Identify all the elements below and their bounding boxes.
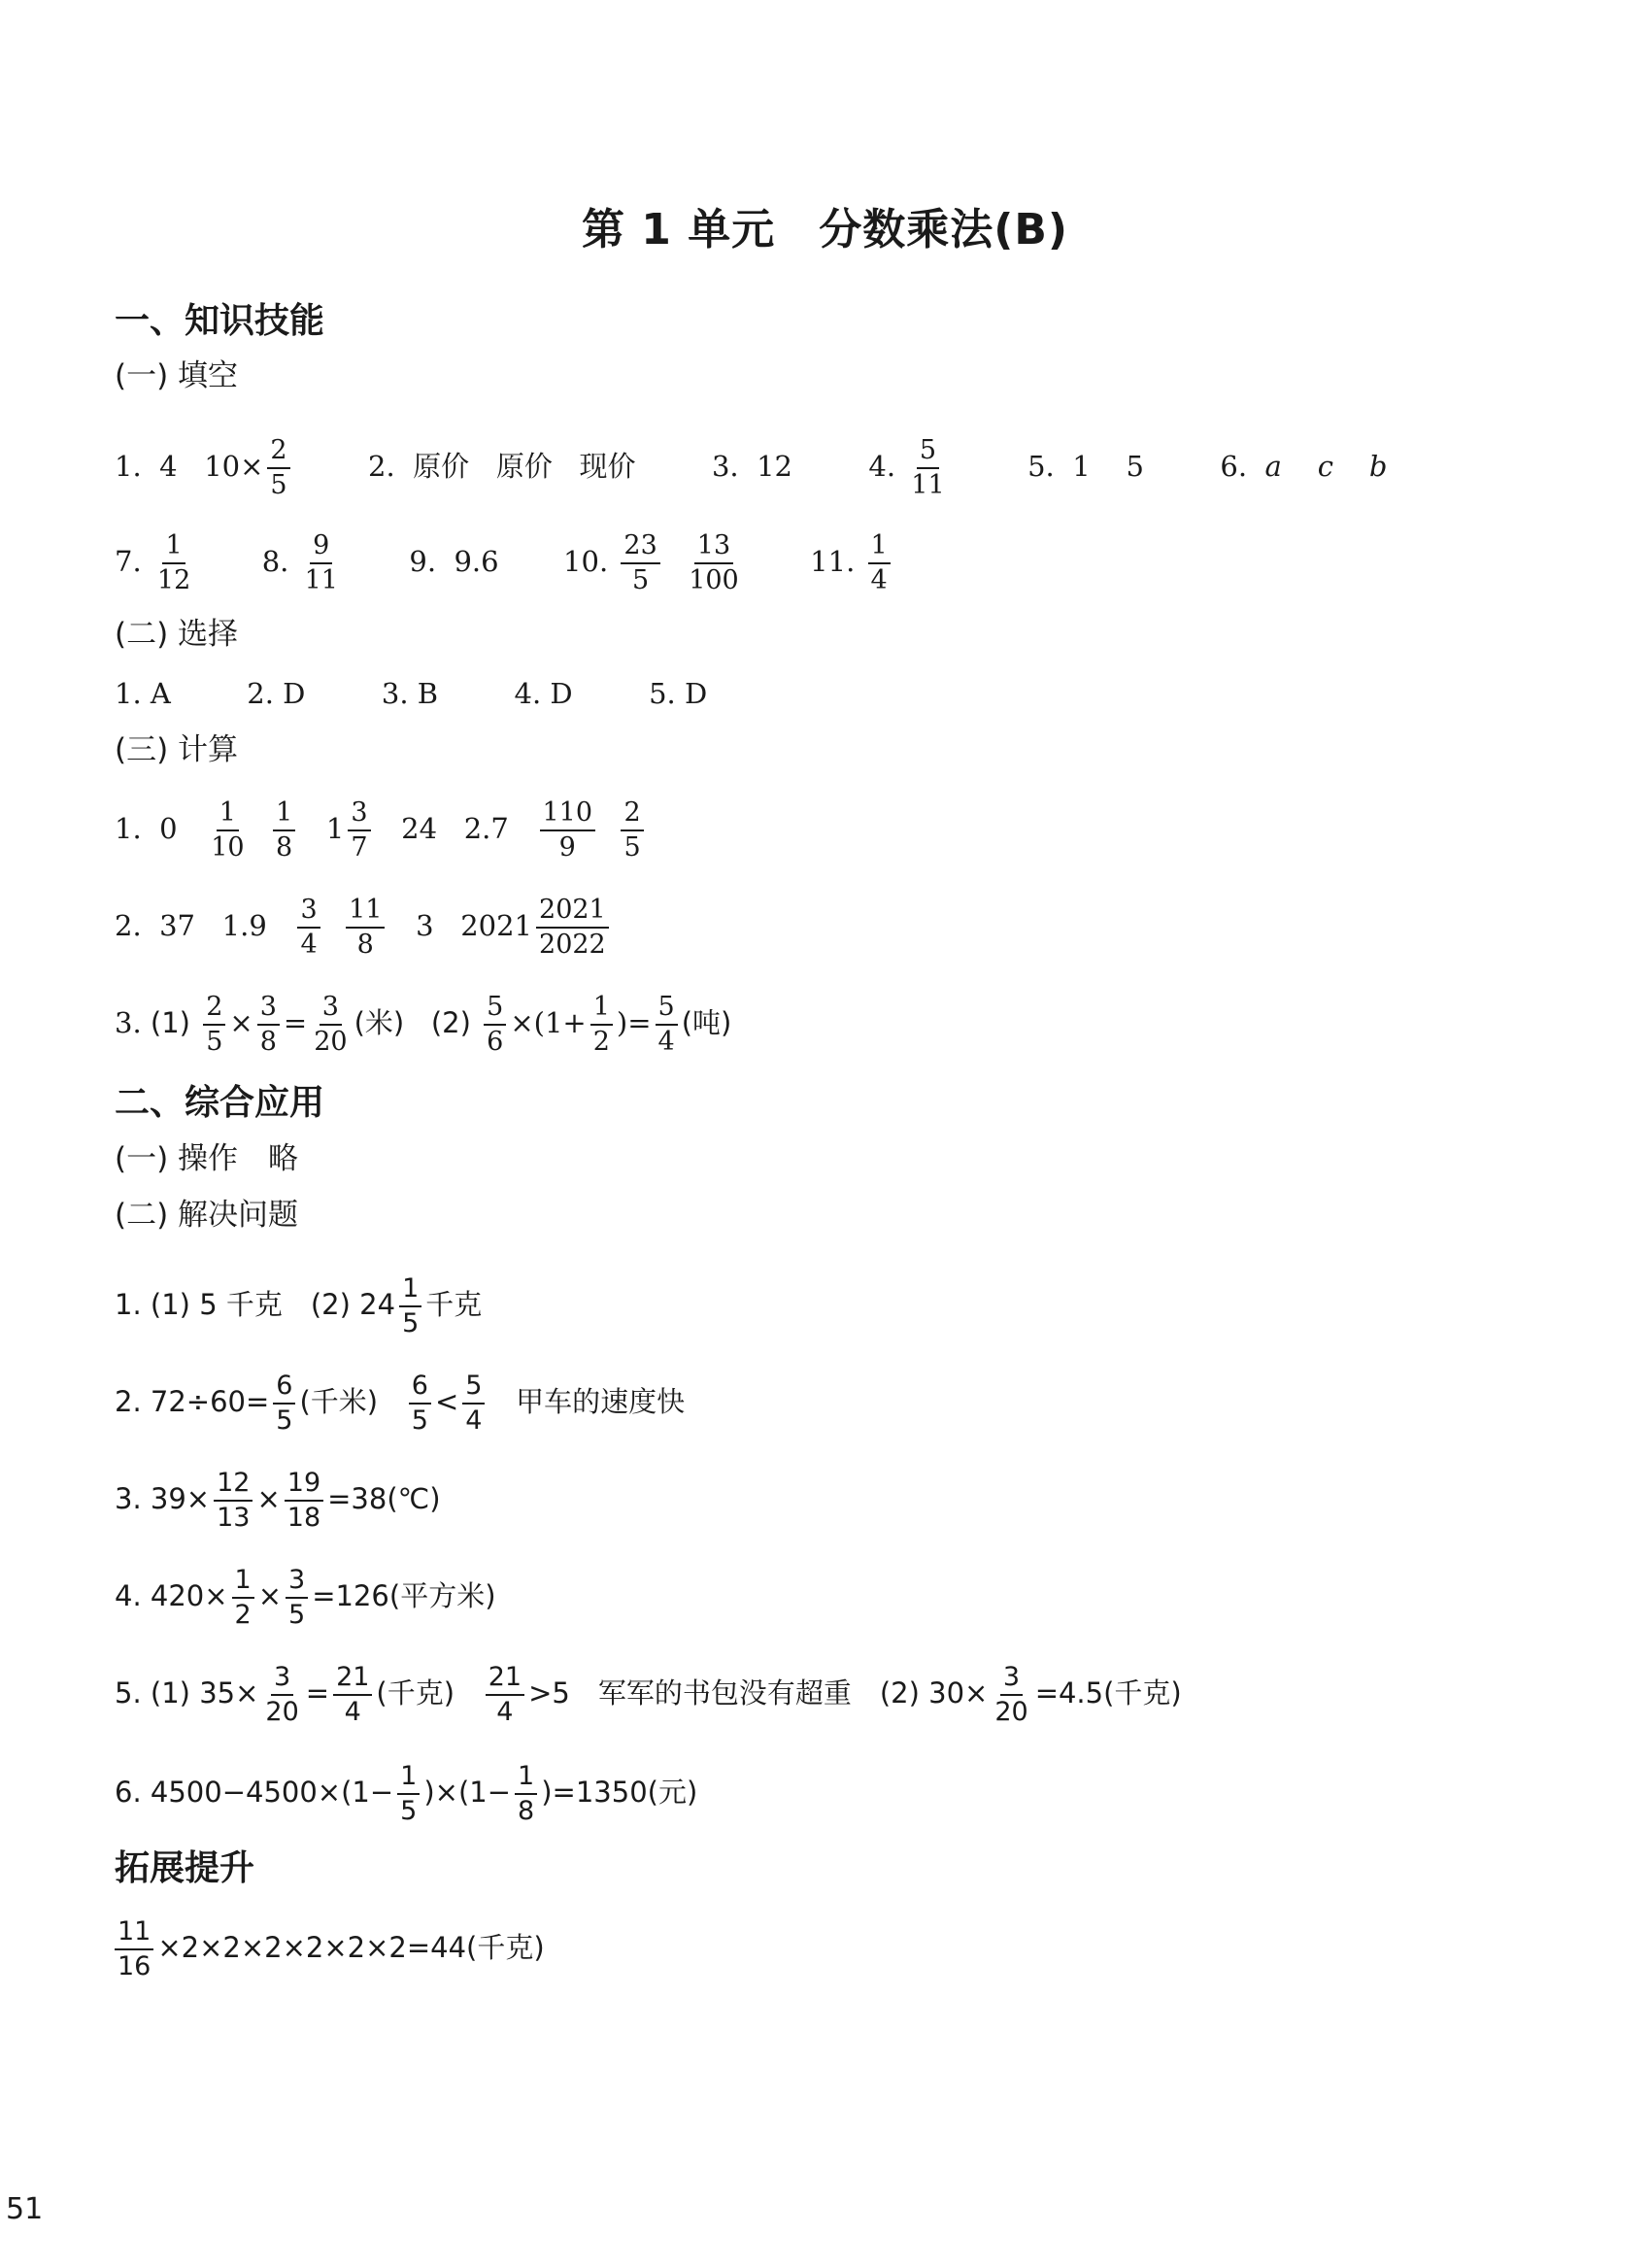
- answer-text: 20: [314, 1026, 348, 1057]
- fraction: [346, 894, 385, 962]
- fill-q3: [712, 450, 792, 483]
- answer-text: 8: [518, 1795, 535, 1826]
- answer-text: 原价: [413, 449, 470, 483]
- answer-text: 1.: [115, 1287, 142, 1321]
- answer-text: ×2×2×2×2×2×2=44(千克): [157, 1930, 545, 1964]
- app-answer-6: [115, 1760, 697, 1828]
- answer-text: 10: [211, 831, 245, 863]
- answer-text: 12: [757, 449, 792, 483]
- answer-text: (千米): [299, 1384, 379, 1418]
- answer-text: 5: [656, 991, 678, 1026]
- app-answer-1: [115, 1272, 482, 1340]
- answer-text: 3.: [711, 449, 739, 483]
- answer-text: =38(℃): [327, 1481, 441, 1515]
- fraction: [397, 1760, 420, 1828]
- answer-text: 8: [356, 929, 374, 960]
- answer-text: 4.: [115, 1578, 142, 1612]
- fraction: [486, 1661, 524, 1729]
- answer-text: 3: [320, 991, 342, 1026]
- choice-item: [515, 677, 573, 710]
- answer-text: 11: [304, 564, 338, 595]
- answer-text: 2.: [368, 449, 395, 483]
- fraction: [286, 1564, 308, 1632]
- answer-text: 12: [156, 564, 191, 595]
- answer-text: >5 军军的书包没有超重 (2) 30×: [528, 1676, 989, 1709]
- fraction: [262, 1661, 301, 1729]
- answer-text: 6: [273, 1370, 295, 1405]
- fraction: [311, 991, 350, 1059]
- answer-text: 3: [416, 908, 434, 942]
- answer-text: 4: [465, 1405, 483, 1436]
- fraction: [462, 1370, 485, 1438]
- fraction: [333, 1661, 372, 1729]
- answer-text: 1: [162, 529, 185, 564]
- app-answer-2: [115, 1370, 685, 1438]
- answer-text: 3.: [115, 1005, 142, 1039]
- subheading-choice: (二) 选择: [115, 617, 239, 652]
- fill-q2: [368, 450, 645, 483]
- fraction: [273, 796, 295, 864]
- answer-text: 5: [276, 1405, 293, 1436]
- answer-text: 8: [276, 831, 293, 863]
- answer-text: 7.: [115, 544, 142, 578]
- section-heading-extension: 拓展提升: [115, 1848, 255, 1888]
- subheading-fill-blank: (一) 填空: [115, 358, 239, 393]
- fill-q8: [261, 530, 345, 595]
- answer-text: 6.: [1220, 449, 1248, 483]
- fraction: [297, 894, 320, 962]
- answer-text: (1) 5 千克 (2) 24: [150, 1287, 396, 1321]
- answer-text: 11.: [810, 544, 856, 578]
- answer-text: 7: [351, 831, 368, 863]
- answer-text: 4: [870, 564, 888, 595]
- answer-text: 13: [694, 529, 733, 564]
- answer-text: 4: [159, 449, 178, 483]
- answer-text: 4: [496, 1696, 514, 1727]
- section-heading-application: 二、综合应用: [115, 1083, 325, 1123]
- app-answer-3: [115, 1467, 441, 1535]
- fraction: [686, 529, 742, 597]
- answer-text: ×: [257, 1578, 283, 1612]
- answer-text: 3: [297, 894, 320, 929]
- fraction: [285, 1467, 323, 1535]
- answer-text: 110: [540, 796, 596, 831]
- answer-text: 3.: [381, 677, 409, 710]
- answer-text: 现价: [579, 449, 636, 483]
- answer-text: 2: [234, 1599, 252, 1630]
- answer-text: 5: [631, 564, 650, 595]
- fill-q10: [563, 530, 746, 595]
- extension-answer: [111, 1915, 545, 1983]
- answer-text: 1.: [115, 449, 142, 483]
- answer-text: 24: [401, 811, 438, 845]
- answer-text: =126(平方米): [312, 1578, 496, 1612]
- answer-text: 1: [399, 1272, 421, 1307]
- answer-text: 5.: [1027, 449, 1055, 483]
- answer-text: 9.6: [454, 544, 499, 578]
- fraction: [208, 796, 247, 864]
- page-title: 第 1 单元 分数乘法(B): [581, 205, 1068, 254]
- fraction: [621, 529, 659, 597]
- answer-text: 1: [232, 1564, 254, 1599]
- fill-q4: [868, 435, 951, 500]
- answer-text: 5: [402, 1307, 420, 1338]
- fill-q7: [115, 530, 197, 595]
- answer-text: )×(1−: [423, 1775, 512, 1809]
- fill-q6: [1220, 450, 1387, 483]
- answer-text: =: [305, 1676, 330, 1709]
- answer-text: B: [417, 677, 439, 710]
- answer-text: =: [283, 1005, 308, 1039]
- answer-text: 1: [325, 811, 345, 845]
- fraction: [203, 991, 225, 1059]
- fraction: [115, 1915, 153, 1983]
- answer-text: D: [685, 677, 708, 710]
- fill-q11: [810, 530, 894, 595]
- calc-row-2: [115, 894, 613, 962]
- answer-text: c: [1317, 449, 1333, 483]
- answer-text: (吨): [681, 1005, 732, 1039]
- answer-text: 5: [623, 831, 641, 863]
- answer-text: 3: [257, 991, 280, 1026]
- fraction: [908, 434, 947, 502]
- choice-item: [247, 677, 305, 710]
- answer-text: 2: [592, 1026, 610, 1057]
- answer-text: 2.: [115, 908, 142, 942]
- answer-text: 1: [868, 529, 891, 564]
- answer-text: 4: [344, 1696, 361, 1727]
- fill-q1: [115, 435, 303, 500]
- fraction: [232, 1564, 254, 1632]
- answer-text: (1): [150, 1005, 190, 1039]
- fraction: [590, 991, 613, 1059]
- answer-text: 11: [911, 469, 945, 500]
- choice-row: [115, 677, 708, 710]
- answer-text: 1: [515, 1760, 537, 1795]
- answer-text: 甲车的速度快: [516, 1384, 686, 1418]
- fill-row-2: [115, 529, 894, 597]
- answer-text: 2: [267, 434, 289, 469]
- answer-text: 4: [657, 1026, 675, 1057]
- answer-text: 1: [397, 1760, 420, 1795]
- answer-text: 4: [300, 929, 318, 960]
- fill-row-1: [115, 434, 1387, 502]
- answer-text: 1.: [115, 811, 142, 845]
- answer-text: 1.9: [221, 908, 267, 942]
- fraction: [214, 1467, 253, 1535]
- answer-text: a: [1264, 449, 1282, 483]
- answer-text: 5: [288, 1599, 306, 1630]
- fraction: [868, 529, 891, 597]
- fraction: [656, 991, 678, 1059]
- app-answer-4: [115, 1564, 496, 1632]
- choice-item: [382, 677, 438, 710]
- answer-text: 4.: [868, 449, 896, 483]
- fraction: [992, 1661, 1030, 1729]
- answer-text: ×: [229, 1005, 253, 1039]
- fraction: [267, 434, 289, 502]
- fraction: [273, 1370, 295, 1438]
- answer-text: 5: [917, 434, 939, 469]
- fraction: [348, 796, 370, 864]
- subheading-operation: (一) 操作 略: [115, 1141, 299, 1176]
- answer-text: 11: [346, 894, 385, 929]
- answer-text: 420×: [150, 1578, 228, 1612]
- answer-text: 10×: [204, 449, 264, 483]
- answer-text: 5: [400, 1795, 418, 1826]
- answer-text: 20: [265, 1696, 299, 1727]
- choice-item: [649, 677, 707, 710]
- answer-text: )=1350(元): [541, 1775, 698, 1809]
- answer-text: 2021: [460, 908, 533, 942]
- answer-text: 100: [689, 564, 739, 595]
- answer-text: <: [434, 1384, 459, 1418]
- app-answer-5: [115, 1661, 1182, 1729]
- answer-text: D: [550, 677, 573, 710]
- answer-text: 8: [259, 1026, 277, 1057]
- answer-text: 3.: [115, 1481, 142, 1515]
- page-number: 51: [6, 2192, 44, 2226]
- answer-text: 3: [348, 796, 370, 831]
- answer-text: 21: [486, 1661, 524, 1696]
- answer-text: 10.: [563, 544, 609, 578]
- section-heading-knowledge: 一、知识技能: [115, 301, 325, 341]
- choice-item: [115, 677, 171, 710]
- answer-text: 1: [1072, 449, 1091, 483]
- answer-text: 2022: [539, 929, 606, 960]
- answer-text: 千克: [425, 1287, 483, 1321]
- answer-text: 4.: [514, 677, 542, 710]
- answer-text: 5: [1126, 449, 1144, 483]
- answer-text: 37: [159, 908, 196, 942]
- fraction: [621, 796, 643, 864]
- answer-text: 1: [590, 991, 613, 1026]
- answer-text: 8.: [261, 544, 289, 578]
- answer-text: 原价: [495, 449, 553, 483]
- answer-text: 5: [270, 469, 287, 500]
- answer-text: 12: [214, 1467, 253, 1502]
- fraction: [515, 1760, 537, 1828]
- answer-text: A: [150, 677, 171, 710]
- answer-text: (2): [430, 1005, 471, 1039]
- answer-text: D: [283, 677, 306, 710]
- answer-text: 9: [558, 831, 576, 863]
- answer-text: 1: [273, 796, 295, 831]
- answer-text: 39×: [150, 1481, 211, 1515]
- answer-text: 6.: [115, 1775, 142, 1809]
- answer-text: 9.: [409, 544, 437, 578]
- answer-text: ×: [256, 1481, 281, 1515]
- fraction: [540, 796, 596, 864]
- answer-text: 1: [217, 796, 239, 831]
- answer-text: 20: [994, 1696, 1028, 1727]
- answer-text: 9: [310, 529, 332, 564]
- subheading-problem-solving: (二) 解决问题: [115, 1198, 299, 1233]
- fill-q5: [1027, 450, 1144, 483]
- answer-text: 5.: [115, 1676, 142, 1709]
- answer-text: 72÷60=: [150, 1384, 270, 1418]
- answer-text: ×(1+: [510, 1005, 587, 1039]
- answer-text: 4500−4500×(1−: [150, 1775, 394, 1809]
- answer-text: 2021: [536, 894, 609, 929]
- fraction: [399, 1272, 421, 1340]
- answer-text: 2: [621, 796, 643, 831]
- subheading-calculation: (三) 计算: [115, 732, 239, 767]
- answer-text: 2: [203, 991, 225, 1026]
- answer-text: 2.: [247, 677, 274, 710]
- answer-text: 18: [286, 1502, 321, 1533]
- answer-text: 5: [411, 1405, 428, 1436]
- answer-text: 5.: [649, 677, 676, 710]
- answer-text: 0: [159, 811, 178, 845]
- answer-text: =4.5(千克): [1034, 1676, 1182, 1709]
- fraction: [257, 991, 280, 1059]
- answer-text: 6: [487, 1026, 504, 1057]
- answer-text: 23: [621, 529, 659, 564]
- fill-q9: [409, 545, 498, 578]
- fraction: [154, 529, 193, 597]
- answer-text: 16: [118, 1950, 152, 1981]
- answer-text: 5: [206, 1026, 223, 1057]
- answer-text: 6: [409, 1370, 431, 1405]
- fraction: [409, 1370, 431, 1438]
- answer-text: 1.: [115, 677, 142, 710]
- answer-text: 11: [115, 1915, 153, 1950]
- fraction: [302, 529, 341, 597]
- answer-text: 3: [1000, 1661, 1023, 1696]
- fraction: [484, 991, 506, 1059]
- fraction: [536, 894, 609, 962]
- answer-text: 2.: [115, 1384, 142, 1418]
- answer-text: 21: [333, 1661, 372, 1696]
- answer-text: 3: [271, 1661, 293, 1696]
- calc-row-1: [115, 796, 648, 864]
- answer-text: (1) 35×: [150, 1676, 259, 1709]
- answer-text: (千克): [376, 1676, 455, 1709]
- answer-text: 5: [484, 991, 506, 1026]
- answer-text: 5: [462, 1370, 485, 1405]
- answer-text: 2.7: [463, 811, 509, 845]
- answer-text: 13: [217, 1502, 251, 1533]
- answer-text: 19: [285, 1467, 323, 1502]
- answer-text: )=: [616, 1005, 652, 1039]
- answer-text: 3: [286, 1564, 308, 1599]
- calc-row-3: [115, 991, 731, 1059]
- answer-text: (米): [354, 1005, 405, 1039]
- answer-text: b: [1368, 449, 1388, 483]
